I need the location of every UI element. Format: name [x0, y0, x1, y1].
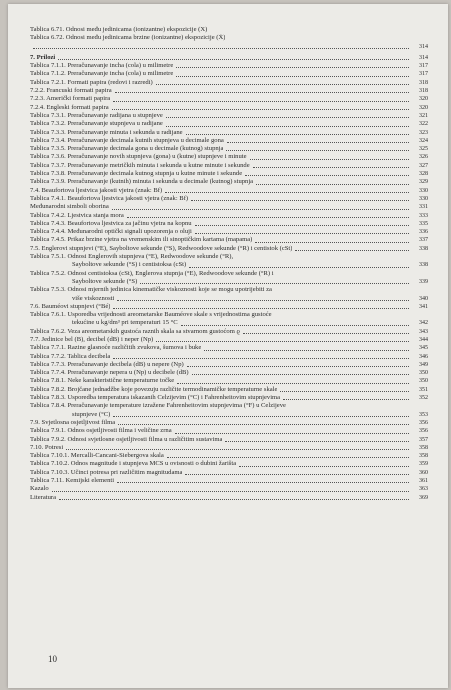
toc-entry [30, 153, 428, 161]
page-number: 10 [48, 654, 57, 664]
toc-entry-page: 337 [419, 237, 428, 244]
dot-leader [280, 391, 409, 392]
toc-entry-page: 363 [419, 486, 428, 493]
toc-entry [30, 494, 428, 502]
toc-entry [30, 270, 428, 278]
toc-entry-page: 317 [419, 63, 428, 70]
toc-entry-title: 7.9. Svjetlosna osjetljivost filma [30, 418, 116, 426]
dot-leader [283, 399, 409, 400]
toc-entry [30, 137, 428, 145]
toc-entry-title: Tablica 7.8.2. Brojčane jednadžbe koje povezuju različite termodinamičke temperaturne skale [30, 385, 278, 393]
toc-entry-page: 323 [419, 129, 428, 136]
toc-entry-title: Tablica 7.7.2. Tablica decibela [30, 352, 111, 360]
toc-entry-page: 341 [419, 303, 428, 310]
toc-entry-title: Tablica 7.1.2. Preračunavanje incha (cola) u milimetre [30, 70, 174, 78]
toc-entry [30, 311, 428, 319]
toc-entry [30, 295, 428, 303]
toc-entry [30, 195, 428, 203]
toc-entry-title: Tablica 7.3.4. Preračunavanje decimala kutnih stupnjeva u decimale gona [30, 136, 224, 144]
toc-entry-page: 330 [419, 195, 428, 202]
dot-leader [239, 466, 409, 467]
toc-entry-page: 343 [419, 328, 428, 335]
toc-entry-page: 322 [419, 121, 428, 128]
dot-leader [255, 242, 409, 243]
dot-leader [191, 200, 409, 201]
toc-entry [30, 170, 428, 178]
toc-entry-title: 7.2.4. Engleski formati papira [30, 103, 109, 111]
toc-entry-title: 7.4. Beaufortova ljestvica jakosti vjetra (znak: Bf) [30, 186, 163, 194]
toc-entry-page: 357 [419, 436, 428, 443]
toc-entry-page: 318 [419, 88, 428, 95]
toc-entry-title: Tablica 7.7.1. Razine glasnoće različitih zvukova, šumova i buke [30, 344, 202, 352]
toc-entry-page: 330 [419, 187, 428, 194]
toc-entry-title: 7.5. Englerovi stupnjevi (°E), Sayboltove sekunde (°S), Redwoodove sekunde (°R) i centistok (cSt) [30, 244, 293, 252]
toc-entry-title: Tablica 7.7.4. Preračunavanje nepera u (Np) u decibele (dB) [30, 369, 189, 377]
toc-entry-page: 358 [419, 444, 428, 451]
toc-entry-page: 318 [419, 79, 428, 86]
dot-leader [127, 217, 409, 218]
dot-leader [113, 308, 409, 309]
table-of-contents [30, 26, 428, 502]
toc-entry-title: Tablica 7.5.1. Odnosi Englerovih stupnjeva (°E), Redwoodove sekunde (°R), [30, 253, 234, 261]
toc-entry-page: 351 [419, 386, 428, 393]
toc-entry-page: 325 [419, 146, 428, 153]
dot-leader [176, 76, 409, 77]
toc-entry [30, 460, 428, 468]
toc-entry-page: 327 [419, 162, 428, 169]
dot-leader [177, 383, 409, 384]
toc-entry-title: Tablica 7.9.1. Odnos osjetljivosti filma i veličine zrna [30, 427, 172, 435]
toc-entry [30, 253, 428, 261]
dot-leader [245, 175, 409, 176]
toc-entry [30, 187, 428, 195]
toc-entry-title: Tablica 7.6.1. Usporedba vrijednosti areometarske Bauméove skale s vrijednostima gustoće [30, 311, 272, 319]
toc-entry-page: 338 [419, 262, 428, 269]
toc-entry [30, 411, 428, 419]
toc-entry [30, 386, 428, 394]
toc-entry-page: 331 [419, 204, 428, 211]
dot-leader [227, 142, 409, 143]
dot-leader [250, 159, 409, 160]
toc-entry-title: 7.7. Jedinice bel (B), decibel (dB) i neper (Np) [30, 335, 154, 343]
toc-entry [30, 245, 428, 253]
toc-entry-page: 344 [419, 336, 428, 343]
dot-leader [66, 449, 409, 450]
toc-entry [30, 303, 428, 311]
toc-entry [30, 34, 428, 42]
toc-entry-page: 335 [419, 220, 428, 227]
toc-entry-page: 338 [419, 245, 428, 252]
toc-entry-page: 339 [419, 278, 428, 285]
toc-entry-page: 346 [419, 353, 428, 360]
dot-leader [156, 341, 409, 342]
dot-leader [175, 433, 409, 434]
toc-entry-title: Tablica 7.3.7. Preračunavanje metričkih minuta i sekunda u kutne minute i sekunde [30, 161, 250, 169]
toc-entry [30, 328, 428, 336]
toc-entry-title: stupnjeve (°C) [72, 410, 111, 418]
dot-leader [117, 482, 409, 483]
dot-leader [156, 84, 409, 85]
toc-entry-page: 321 [419, 112, 428, 119]
toc-entry-title: Tablica 7.1.1. Preračunavanje incha (cola) u milimetre [30, 62, 174, 70]
toc-entry-page: 358 [419, 453, 428, 460]
toc-entry-page: 328 [419, 171, 428, 178]
toc-entry [30, 112, 428, 120]
toc-entry-page: 350 [419, 378, 428, 385]
dot-leader [113, 358, 409, 359]
toc-entry [30, 377, 428, 385]
toc-entry [30, 87, 428, 95]
toc-entry-page: 329 [419, 179, 428, 186]
toc-entry-title: Tablica 7.5.3. Odnosi mjernih jedinica kinematičke viskoznosti koje se mogu upotrijebiti za [30, 286, 272, 294]
dot-leader [33, 48, 409, 49]
toc-entry-page: 361 [419, 478, 428, 485]
dot-leader [167, 457, 409, 458]
toc-entry [30, 361, 428, 369]
dot-leader [185, 474, 409, 475]
toc-entry [30, 62, 428, 70]
toc-entry [30, 278, 428, 286]
toc-entry [30, 427, 428, 435]
dot-leader [166, 126, 409, 127]
toc-entry [30, 444, 428, 452]
dot-leader [181, 325, 409, 326]
toc-entry-title: Tablica 7.10.3. Učinci potresa pri različitim magnitudama [30, 468, 183, 476]
dot-leader [256, 184, 409, 185]
toc-entry [30, 353, 428, 361]
toc-entry-title: 7.2.3. Američki formati papira [30, 95, 111, 103]
toc-entry-title: 7.2.2. Francuski formati papira [30, 87, 112, 95]
toc-entry-page: 314 [419, 54, 428, 61]
toc-entry [30, 228, 428, 236]
toc-entry-page: 336 [419, 229, 428, 236]
toc-entry-title: Tablica 7.3.9. Preračunavanje (kutnih) minuta i sekunda u decimale (kutnog) stupnja [30, 178, 254, 186]
toc-entry-page: 340 [419, 295, 428, 302]
dot-leader [140, 283, 409, 284]
toc-entry-title: Tablica 7.3.8. Preračunavanje decimala kutnog stupnja u kutne minute i sekunde [30, 170, 243, 178]
toc-entry-page: 350 [419, 370, 428, 377]
dot-leader [176, 67, 409, 68]
toc-entry-title: Tablica 7.7.3. Preračunavanje decibela (dB) u nepere (Np) [30, 360, 184, 368]
toc-entry [30, 477, 428, 485]
toc-entry [30, 344, 428, 352]
toc-entry-title: Literatura [30, 493, 56, 501]
dot-leader [195, 233, 409, 234]
toc-entry [30, 79, 428, 87]
toc-entry-page: 342 [419, 320, 428, 327]
toc-entry-title: Tablica 7.2.1. Formati papira (redovi i razredi) [30, 78, 153, 86]
dot-leader [243, 333, 409, 334]
toc-entry [30, 212, 428, 220]
toc-entry [30, 220, 428, 228]
toc-entry [30, 319, 428, 327]
toc-entry-title: 7.6. Bauméovi stupnjevi (°Bé) [30, 302, 111, 310]
dot-leader [186, 134, 409, 135]
toc-entry [30, 26, 428, 34]
toc-entry-title: Tablica 7.4.3. Beaufortova ljestvica za jačinu vjetra na kopnu [30, 219, 192, 227]
toc-entry [30, 54, 428, 62]
toc-entry [30, 402, 428, 410]
toc-entry [30, 419, 428, 427]
toc-entry [30, 43, 428, 51]
dot-leader [187, 366, 409, 367]
toc-entry [30, 469, 428, 477]
toc-entry-title: Tablica 7.11. Kemijski elementi [30, 477, 115, 485]
dot-leader [112, 209, 409, 210]
toc-entry-title: Tablica 7.8.3. Usporedba temperatura iskazanih Celzijevim (°C) i Fahrenheitovim stupnjevima [30, 394, 281, 402]
dot-leader [226, 150, 409, 151]
toc-entry-page: 324 [419, 137, 428, 144]
dot-leader [165, 192, 409, 193]
dot-leader [118, 424, 409, 425]
toc-entry-page: 345 [419, 345, 428, 352]
toc-entry-title: Tablica 7.3.5. Preračunavanje decimala gona u decimale (kutnog) stupnja [30, 145, 224, 153]
toc-entry [30, 261, 428, 269]
toc-entry-title: Tablica 7.8.1. Neke karakteristične temperaturne točke [30, 377, 175, 385]
toc-entry-title: 7.10. Potresi [30, 443, 64, 451]
toc-entry-title: Tablica 6.71. Odnosi među jedinicama (ionizantne) ekspozicije (X) [30, 26, 208, 33]
toc-entry-page: 326 [419, 154, 428, 161]
toc-entry-page: 353 [419, 411, 428, 418]
dot-leader [59, 499, 409, 500]
toc-entry [30, 436, 428, 444]
toc-entry [30, 485, 428, 493]
toc-entry-title: tekućine u kg/dm³ pri temperaturi 15 °C [72, 319, 178, 327]
dot-leader [113, 416, 409, 417]
dot-leader [113, 101, 409, 102]
dot-leader [195, 225, 409, 226]
toc-entry-title: Tablica 7.6.2. Veza areometarskih gustoća raznih skala sa stvarnom gustoćom ϱ [30, 327, 240, 335]
toc-entry [30, 236, 428, 244]
toc-entry [30, 452, 428, 460]
toc-entry [30, 145, 428, 153]
dot-leader [112, 109, 409, 110]
toc-entry-title: Sayboltove sekunde (°S) i centistoksa (cSt) [72, 261, 187, 269]
dot-leader [295, 250, 409, 251]
toc-entry-page: 360 [419, 469, 428, 476]
dot-leader [58, 59, 409, 60]
toc-entry-page: 349 [419, 361, 428, 368]
toc-entry-title: Tablica 7.3.1. Preračunavanje radijana u stupnjeve [30, 111, 163, 119]
toc-entry-title: Tablica 7.3.6. Preračunavanje novih stupnjeva (gona) u (kutne) stupnjeve i minute [30, 153, 247, 161]
toc-entry-page: 333 [419, 212, 428, 219]
toc-entry-title: Sayboltove sekunde (°S) [72, 277, 138, 285]
toc-entry-title: Međunarodni simboli oborina [30, 203, 109, 211]
dot-leader [253, 167, 409, 168]
toc-entry [30, 95, 428, 103]
dot-leader [204, 350, 409, 351]
toc-entry [30, 286, 428, 294]
toc-entry-title: Tablica 7.8.4. Preračunavanje temperature izražene Fahrenheitovim stupnjevima (°F) u Celzijeve [30, 402, 286, 410]
toc-entry-title: Kazalo [30, 485, 49, 493]
toc-entry-page: 317 [419, 71, 428, 78]
toc-entry-title: više viskoznosti [72, 294, 115, 302]
toc-entry-title: Tablica 7.4.1. Beaufortova ljestvica jakosti vjetra (znak: Bf) [30, 194, 189, 202]
toc-entry [30, 394, 428, 402]
toc-entry-page: 320 [419, 104, 428, 111]
dot-leader [189, 267, 409, 268]
toc-entry [30, 129, 428, 137]
toc-entry-title: 7. Prilozi [30, 53, 56, 61]
toc-entry [30, 120, 428, 128]
toc-entry [30, 162, 428, 170]
toc-entry-title: Tablica 7.4.4. Međunarodni optički signali upozorenja o oluji [30, 228, 192, 236]
toc-entry [30, 336, 428, 344]
toc-entry-page: 320 [419, 96, 428, 103]
toc-entry [30, 369, 428, 377]
toc-entry-page: 369 [419, 494, 428, 501]
toc-entry [30, 70, 428, 78]
toc-entry-title: Tablica 7.4.2. Ljestvica stanja mora [30, 211, 124, 219]
toc-entry [30, 104, 428, 112]
dot-leader [166, 117, 409, 118]
toc-entry-title: Tablica 7.10.1. Mercalli-Cancani-Siebergova skala [30, 452, 164, 460]
dot-leader [192, 374, 409, 375]
toc-entry-page: 356 [419, 428, 428, 435]
toc-entry-title: Tablica 7.10.2. Odnos magnitude i stupnjeva MCS u ovisnosti o dubini žarišta [30, 460, 237, 468]
dot-leader [117, 300, 409, 301]
dot-leader [52, 491, 409, 492]
dot-leader [225, 441, 409, 442]
toc-entry [30, 178, 428, 186]
toc-entry-title: Tablica 7.3.3. Preračunavanje minuta i sekunda u radijane [30, 128, 183, 136]
toc-entry-title: Tablica 7.4.5. Prikaz brzine vjetra na vremenskim ili sinoptičkim kartama (mapama) [30, 236, 253, 244]
toc-entry-title: Tablica 6.72. Odnosi među jedinicama brzine (ionizantne) ekspozicije (Ẋ) [30, 34, 226, 42]
toc-entry-title: Tablica 7.5.2. Odnosi centistoksa (cSt), Englerova stupnja (°E), Redwoodove sekunde (°R) i [30, 269, 274, 277]
book-page [8, 4, 448, 688]
toc-entry-page: 356 [419, 419, 428, 426]
toc-entry-title: Tablica 7.9.2. Odnosi svjetlosne osjetljivosti filma u različitim sustavima [30, 435, 223, 443]
dot-leader [115, 92, 409, 93]
toc-entry-page: 314 [419, 43, 428, 50]
toc-entry-title: Tablica 7.3.2. Preračunavanje stupnjeva u radijane [30, 120, 163, 128]
toc-entry [30, 203, 428, 211]
toc-entry-page: 352 [419, 395, 428, 402]
toc-entry-page: 359 [419, 461, 428, 468]
